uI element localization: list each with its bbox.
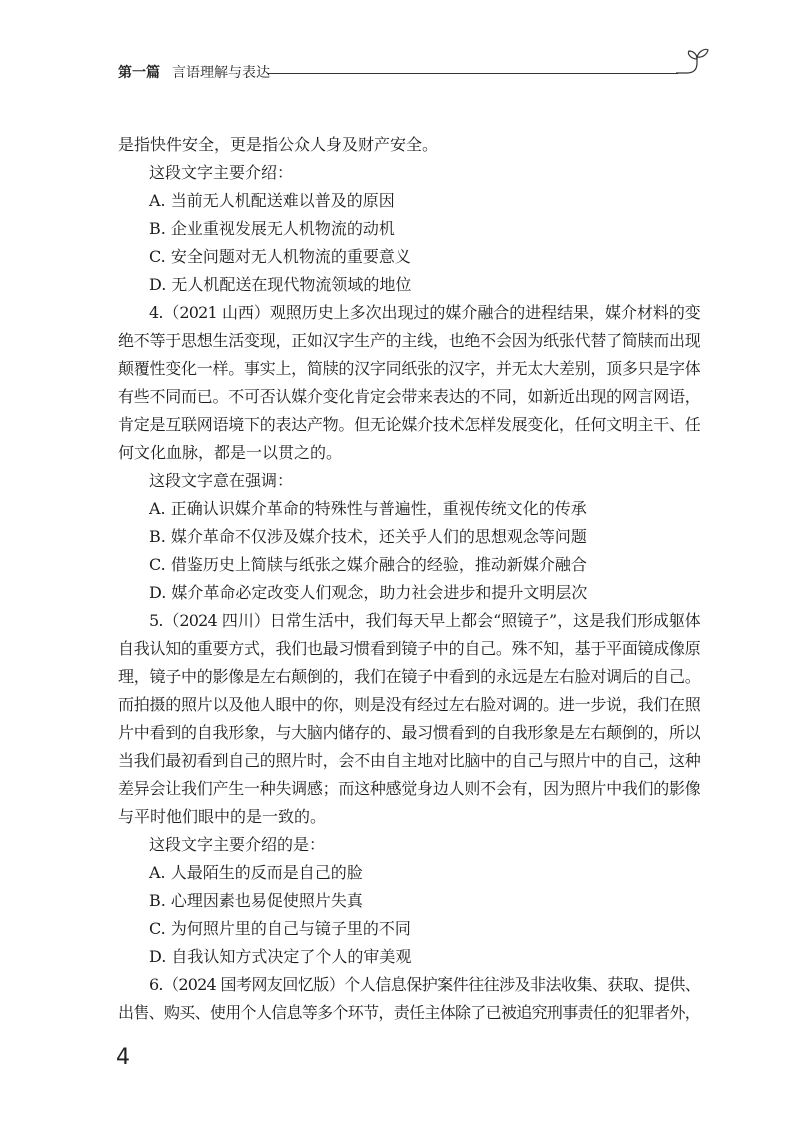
question-5-stem-line: 5.（2024 四川）日常生活中，我们每天早上都会“照镜子”，这是我们形成躯体: [149, 611, 700, 630]
question-3-option-a: A. 当前无人机配送难以普及的原因: [149, 191, 395, 210]
question-4-option-c: C. 借鉴历史上简牍与纸张之媒介融合的经验，推动新媒介融合: [149, 555, 587, 574]
question-3-option-d: D. 无人机配送在现代物流领域的地位: [149, 275, 412, 294]
question-3-prompt: 这段文字主要介绍：: [149, 163, 294, 182]
page-body: [118, 131, 700, 1027]
question-4-stem-line: 绝不等于思想生活变现，正如汉字生产的主线，也绝不会因为纸张代替了简牍而出现: [118, 331, 700, 350]
question-4-option-a: A. 正确认识媒介革命的特殊性与普遍性，重视传统文化的传承: [149, 499, 587, 518]
question-4: [118, 299, 700, 607]
header-section-title: 言语理解与表达: [172, 65, 270, 81]
question-3: [118, 131, 700, 299]
sprout-icon: [676, 42, 712, 78]
question-4-stem-line: 肯定是互联网语境下的表达产物。但无论媒介技术怎样发展变化，任何文明主干、任: [118, 415, 700, 434]
question-5-option-a: A. 人最陌生的反而是自己的脸: [149, 863, 363, 882]
question-5-stem-line: 当我们最初看到自己的照片时，会不由自主地对比脑中的自己与照片中的自己，这种: [118, 751, 700, 770]
question-6: [118, 971, 700, 1027]
question-5-option-c: C. 为何照片里的自己与镜子里的不同: [149, 919, 411, 938]
question-4-option-b: B. 媒介革命不仅涉及媒介技术，还关乎人们的思想观念等问题: [149, 527, 587, 546]
question-5-stem-line: 理，镜子中的影像是左右颠倒的，我们在镜子中看到的永远是左右脸对调后的自己。: [118, 667, 700, 686]
question-4-stem-line: 4.（2021 山西）观照历史上多次出现过的媒介融合的进程结果，媒介材料的变: [149, 303, 700, 322]
question-5: [118, 607, 700, 971]
question-5-option-d: D. 自我认知方式决定了个人的审美观: [149, 947, 412, 966]
header-part-label: 第一篇: [118, 65, 160, 81]
page-number: 4: [116, 1045, 130, 1070]
question-6-stem-line: 6.（2024 国考网友回忆版）个人信息保护案件往往涉及非法收集、获取、提供、: [149, 975, 700, 994]
question-5-option-b: B. 心理因素也易促使照片失真: [149, 891, 363, 910]
header-rule: [268, 73, 678, 74]
question-6-stem-line: 出售、购买、使用个人信息等多个环节，责任主体除了已被追究刑事责任的犯罪者外，: [118, 1003, 700, 1022]
question-5-stem-line: 而拍摄的照片以及他人眼中的你，则是没有经过左右脸对调的。进一步说，我们在照: [118, 695, 700, 714]
question-4-option-d: D. 媒介革命必定改变人们观念，助力社会进步和提升文明层次: [149, 583, 588, 602]
question-4-stem-line: 何文化血脉，都是一以贯之的。: [118, 443, 343, 462]
question-3-option-c: C. 安全问题对无人机物流的重要意义: [149, 247, 411, 266]
question-5-stem-line: 片中看到的自我形象，与大脑内储存的、最习惯看到的自我形象是左右颠倒的，所以: [118, 723, 700, 742]
question-5-prompt: 这段文字主要介绍的是：: [149, 835, 326, 854]
question-4-stem-line: 颠覆性变化一样。事实上，简牍的汉字同纸张的汉字，并无太大差别，顶多只是字体: [118, 359, 700, 378]
question-5-stem-line: 与平时他们眼中的是一致的。: [118, 807, 327, 826]
question-5-stem-line: 自我认知的重要方式，我们也最习惯看到镜子中的自己。殊不知，基于平面镜成像原: [118, 639, 700, 658]
question-4-prompt: 这段文字意在强调：: [149, 471, 294, 490]
question-3-stem-continuation: 是指快件安全，更是指公众人身及财产安全。: [118, 135, 439, 154]
question-3-option-b: B. 企业重视发展无人机物流的动机: [149, 219, 395, 238]
question-5-stem-line: 差异会让我们产生一种失调感；而这种感觉身边人则不会有，因为照片中我们的影像: [118, 779, 700, 798]
question-4-stem-line: 有些不同而已。不可否认媒介变化肯定会带来表达的不同，如新近出现的网言网语，: [118, 387, 700, 406]
